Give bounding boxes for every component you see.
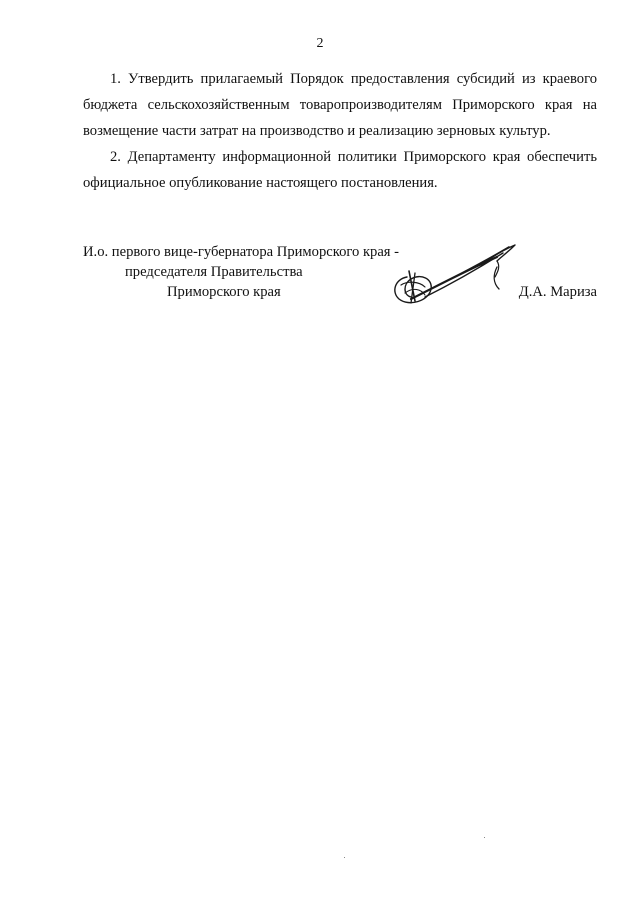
scan-speck <box>344 857 345 858</box>
signer-title-line-2: председателя Правительства <box>125 264 303 280</box>
page-number: 2 <box>316 36 324 51</box>
signer-title-line-3: Приморского края <box>167 284 281 300</box>
paragraph-2: 2. Департаменту информационной политики Приморского края обеспечить официальное опубликование настоящего постановления. <box>83 149 597 191</box>
paragraph-1: 1. Утвердить прилагаемый Порядок предоставления субсидий из краевого бюджета сельскохозяйственным товаропроизводителям Приморского края на возмещение части затрат на производство и реализацию зерновых культур. <box>83 71 597 139</box>
signer-name: Д.А. Мариза <box>518 284 597 300</box>
signer-title-line-1: И.о. первого вице-губернатора Приморского края - <box>83 244 400 260</box>
signature-block <box>83 243 597 323</box>
document-body <box>83 66 597 196</box>
scan-speck <box>484 837 485 838</box>
handwritten-signature <box>385 237 525 312</box>
